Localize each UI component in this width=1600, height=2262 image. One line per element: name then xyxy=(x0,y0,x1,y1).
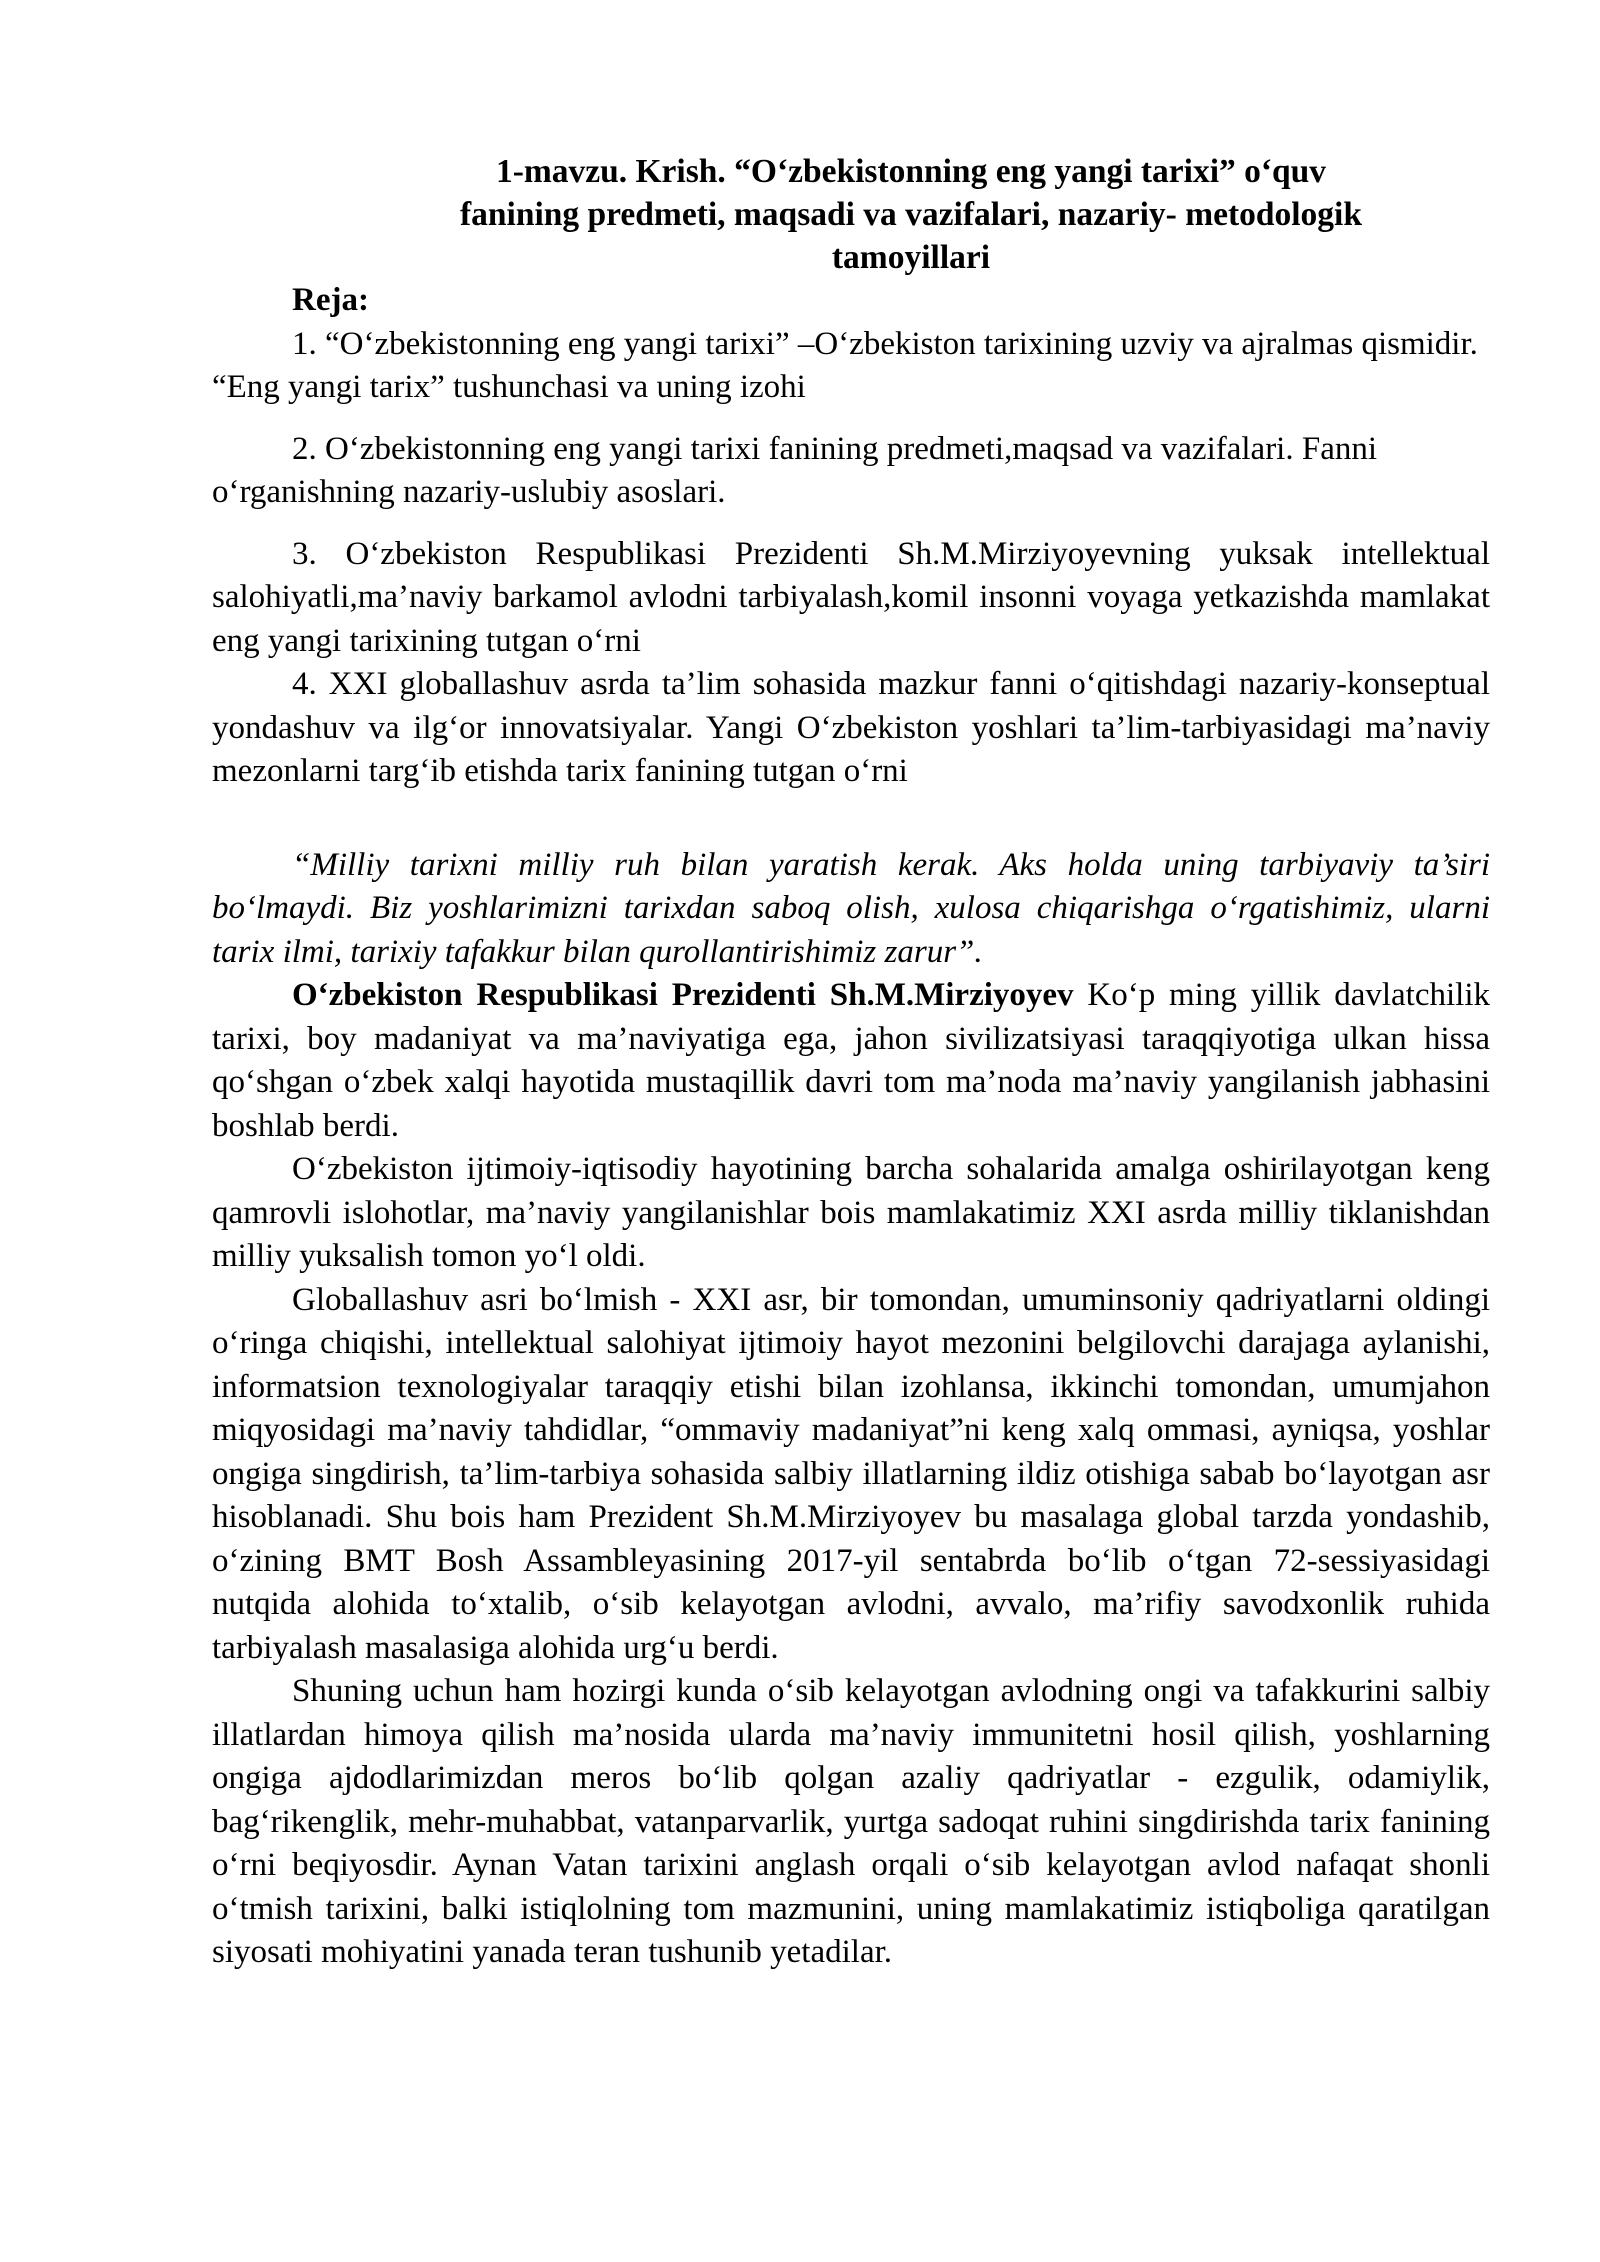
body-paragraph-1 xyxy=(212,974,1490,1148)
body-paragraph-4: Shuning uchun ham hozirgi kunda o‘sib kelayotgan avlodning ongi va tafakkurini salbiy illatlardan himoya qilish ma’nosida ularda ma’naviy immunitetni hosil qilish, yoshlarning ongiga ajdodlarimizdan meros bo‘lib qolgan azaliy qadriyatlar - ezgulik, odamiylik, bag‘rikenglik, mehr-muhabbat, vatanparvarlik, yurtga sadoqat ruhini singdirishda tarix fanining o‘rni beqiyosdir. Aynan Vatan tarixini anglash orqali o‘sib kelayotgan avlod nafaqat shonli o‘tmish tarixini, balki istiqlolning tom mazmunini, uning mamlakatimiz istiqboliga qaratilgan siyosati mohiyatini yanada teran tushunib yetadilar. xyxy=(212,1673,1490,1970)
quote-author: O‘zbekiston Respublikasi Prezidenti Sh.M.Mirziyoyev xyxy=(292,977,1074,1013)
president-quote: “Milliy tarixni milliy ruh bilan yaratish kerak. Aks holda uning tarbiyaviy ta’siri bo‘lmaydi. Biz yoshlarimizni tarixdan saboq olish, xulosa chiqarishga o‘rgatishimiz, ularni tarix ilmi, tarixiy tafakkur bilan qurollantirishimiz zarur”. xyxy=(212,846,1490,970)
plan-item-2: 2. O‘zbekistonning eng yangi tarixi fanining predmeti,maqsad va vazifalari. Fanni o‘rganishning nazariy-uslubiy asoslari. xyxy=(212,430,1378,510)
document-page xyxy=(212,150,1490,1975)
body-paragraph-3: Globallashuv asri bo‘lmish - XXI asr, bir tomondan, umuminsoniy qadriyatlarni oldingi o‘ringa chiqishi, intellektual salohiyat ijtimoiy hayot mezonini belgilovchi darajaga aylanishi, informatsion texnologiyalar taraqqiy etishi bilan izohlansa, ikkinchi tomondan, umumjahon miqyosidagi ma’naviy tahdidlar, “ommaviy madaniyat”ni keng xalq ommasi, ayniqsa, yoshlar ongiga singdirish, ta’lim-tarbiya sohasida salbiy illatlarning ildiz otishiga sabab bo‘layotgan asr hisoblanadi. Shu bois ham Prezident Sh.M.Mirziyoyev bu masalaga global tarzda yondashib, o‘zining BMT Bosh Assambleyasining 2017-yil sentabrda bo‘lib o‘tgan 72-sessiyasidagi nutqida alohida to‘xtalib, o‘sib kelayotgan avlodni, avvalo, ma’rifiy savodxonlik ruhida tarbiyalash masalasiga alohida urg‘u berdi. xyxy=(212,1281,1490,1666)
title-line-1: 1-mavzu. Krish. “O‘zbekistonning eng yangi tarixi” o‘quv xyxy=(495,153,1327,190)
document-title xyxy=(332,150,1490,279)
plan-heading: Reja: xyxy=(292,282,369,318)
plan-item-1: 1. “O‘zbekistonning eng yangi tarixi” –O‘zbekiston tarixining uzviy va ajralmas qismidir. “Eng yangi tarix” tushunchasi va uning izohi xyxy=(212,325,1478,405)
plan-item-3: 3. O‘zbekiston Respublikasi Prezidenti Sh.M.Mirziyoyevning yuksak intellektual salohiyatli,ma’naviy barkamol avlodni tarbiyalash,komil insonni voyaga yetkazishda mamlakat eng yangi tarixining tutgan o‘rni xyxy=(212,535,1490,659)
body-paragraph-2: O‘zbekiston ijtimoiy-iqtisodiy hayotining barcha sohalarida amalga oshirilayotgan keng qamrovli islohotlar, ma’naviy yangilanishlar bois mamlakatimiz XXI asrda milliy tiklanishdan milliy yuksalish tomon yo‘l oldi. xyxy=(212,1151,1490,1274)
body-paragraph-1-text: Ko‘p ming yillik davlatchilik tarixi, boy madaniyat va ma’naviyatiga ega, jahon sivilizatsiyasi taraqqiyotiga ulkan hissa qo‘shgan o‘zbek xalqi hayotida mustaqillik davri tom ma’noda ma’naviy yangilanish jabhasini boshlab berdi. xyxy=(212,977,1490,1144)
title-line-3: tamoyillari xyxy=(831,239,991,276)
title-line-2: fanining predmeti, maqsadi va vazifalari, nazariy- metodologik xyxy=(459,196,1362,233)
plan-item-4: 4. XXI globallashuv asrda ta’lim sohasida mazkur fanni o‘qitishdagi nazariy-konseptual yondashuv va ilg‘or innovatsiyalar. Yangi O‘zbekiston yoshlari ta’lim-tarbiyasidagi ma’naviy mezonlarni targ‘ib etishda tarix fanining tutgan o‘rni xyxy=(212,666,1490,789)
